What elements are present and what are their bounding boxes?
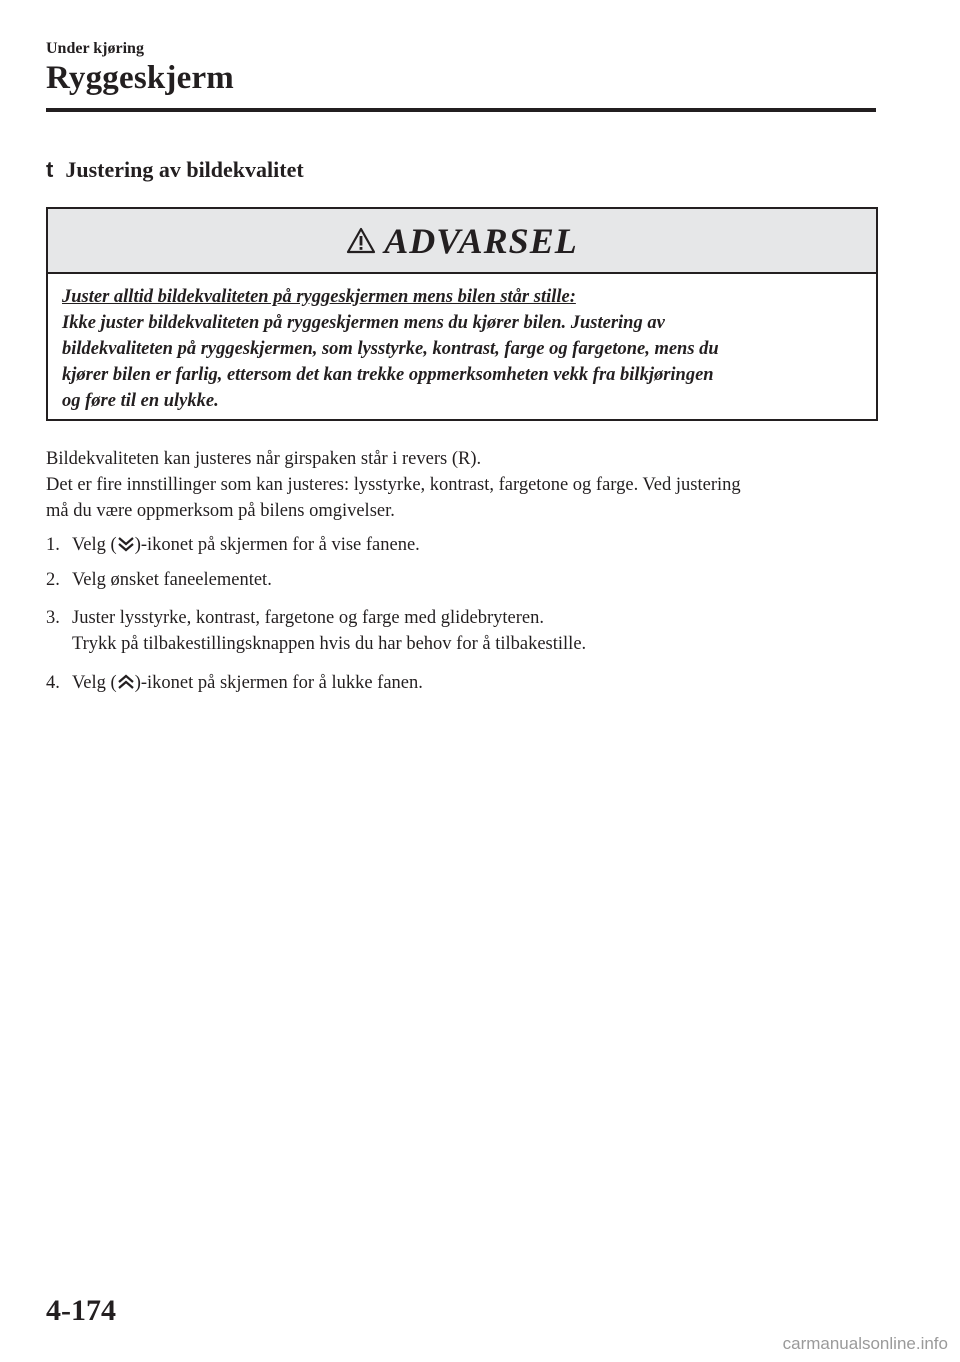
step-text	[72, 605, 892, 657]
step-text-after: )-ikonet på skjermen for å vise fanene.	[134, 535, 420, 555]
warning-lead: Juster alltid bildekvaliteten på ryggeskjermen mens bilen står stille:	[62, 287, 576, 307]
step-text-before: Velg (	[72, 673, 117, 693]
page-number: 4-174	[46, 1294, 116, 1327]
subheading-text: Justering av bildekvalitet	[65, 157, 304, 182]
title-rule	[46, 108, 876, 112]
step-text	[72, 532, 892, 558]
step-number: 2.	[46, 570, 60, 590]
chevron-double-down-icon	[117, 536, 135, 552]
step-line: Trykk på tilbakestillingsknappen hvis du har behov for å tilbakestille.	[72, 634, 587, 654]
body-line: må du være oppmerksom på bilens omgivelser.	[46, 501, 395, 521]
warning-header	[48, 209, 876, 274]
warning-box	[46, 207, 878, 421]
step-text-after: )-ikonet på skjermen for å lukke fanen.	[134, 673, 423, 693]
body-line: Det er fire innstillinger som kan justeres: lysstyrke, kontrast, fargetone og farge. Ved justering	[46, 475, 741, 495]
step-line: Juster lysstyrke, kontrast, fargetone og farge med glidebryteren.	[72, 608, 544, 628]
step-number: 4.	[46, 673, 60, 693]
step-number: 3.	[46, 608, 60, 628]
warning-body	[48, 274, 876, 414]
warning-line: bildekvaliteten på ryggeskjermen, som lysstyrke, kontrast, farge og fargetone, mens du	[62, 339, 719, 359]
step-text: Velg ønsket faneelementet.	[72, 570, 272, 590]
step-text	[72, 670, 892, 696]
subheading	[46, 157, 304, 183]
step-text-before: Velg (	[72, 535, 117, 555]
warning-line: og føre til en ulykke.	[62, 391, 219, 411]
warning-line: Ikke juster bildekvaliteten på ryggeskjermen mens du kjører bilen. Justering av	[62, 313, 665, 333]
page-title: Ryggeskjerm	[46, 60, 234, 96]
subheading-bullet: t	[46, 157, 54, 182]
watermark: carmanualsonline.info	[782, 1334, 948, 1353]
warning-title: ADVARSEL	[384, 220, 578, 261]
step-number: 1.	[46, 535, 60, 555]
body-paragraph	[46, 446, 886, 524]
warning-triangle-icon	[346, 226, 376, 256]
chevron-double-up-icon	[117, 674, 135, 690]
body-line: Bildekvaliteten kan justeres når girspaken står i revers (R).	[46, 449, 482, 469]
section-label: Under kjøring	[46, 40, 144, 57]
warning-line: kjører bilen er farlig, ettersom det kan trekke oppmerksomheten vekk fra bilkjøringen	[62, 365, 714, 385]
